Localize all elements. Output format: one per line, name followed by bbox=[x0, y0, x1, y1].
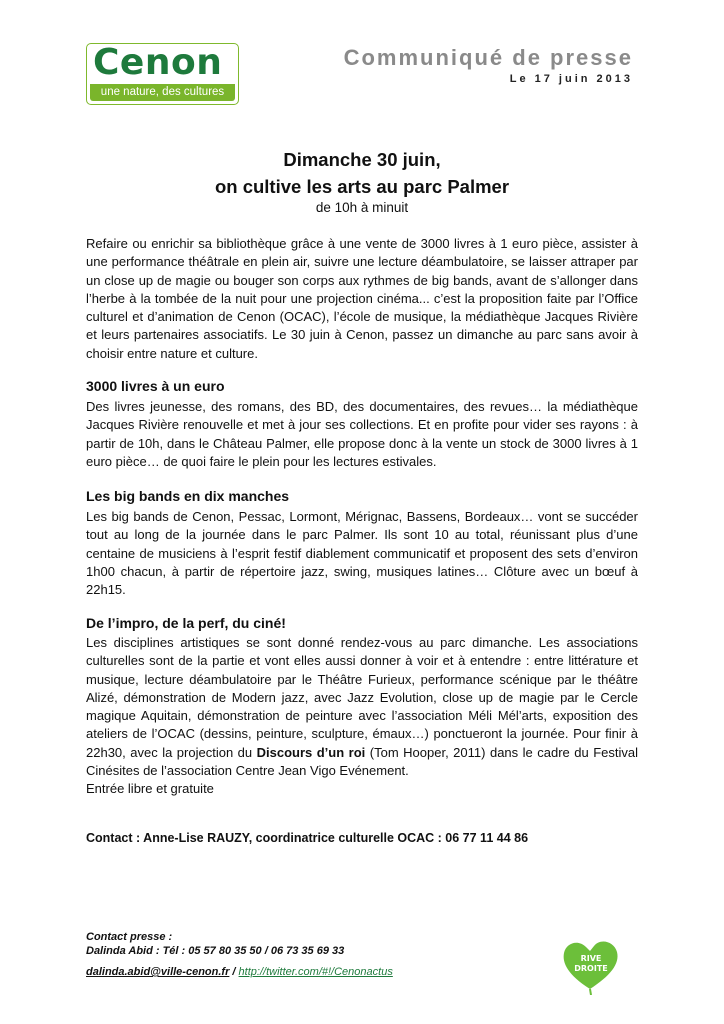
press-contact-phone: Dalinda Abid : Tél : 05 57 80 35 50 / 06 73 35 69 33 bbox=[86, 945, 345, 957]
twitter-link[interactable]: http://twitter.com/#!/Cenonactus bbox=[238, 966, 393, 978]
intro-paragraph bbox=[86, 235, 638, 363]
logo-wordmark: Cenon bbox=[93, 42, 223, 83]
intro-text: Refaire ou enrichir sa bibliothèque grâce à une vente de 3000 livres à 1 euro pièce, assister à une performance théâtrale en plein air, suivre une lecture déambulatoire, se laisser attraper par un close up de magie ou bouger son corps aux rythmes de big bands, avant de s’allonger dans l’herbe à la tombée de la nuit pour une projection cinéma... c’est la proposition faite par l’Office culturel et d’animation de Cenon (OCAC), l’école de musique, la médiathèque Jacques Rivière et leurs partenaires associatifs. Le 30 juin à Cenon, passez un dimanche au parc sans avoir à choisir entre nature et culture. bbox=[86, 236, 638, 361]
badge-line2: DROITE bbox=[574, 964, 608, 973]
section-title-bigbands: Les big bands en dix manches bbox=[86, 488, 290, 504]
press-contact-links bbox=[86, 966, 393, 978]
impro-text-a: Les disciplines artistiques se sont donné rendez-vous au parc dimanche. Les associations culturelles sont de la partie et vont elles aussi donner à voir et à entendre : entre littérature et musique, lecture déambulatoire par le Théâtre Furieux, performance scénique par le théâtre Alizé, démonstration de Modern jazz, avec Jazz Evolution, close up de magie par le Cercle magique Aquitain, démonstration de peinture avec l’association Méli Mél’arts, exposition des ateliers de l’OCAC (dessins, peinture, sculpture, émaux…) ponctueront la journée. Pour finir à 22h30, avec la projection du bbox=[86, 635, 638, 760]
logo-tagline: une nature, des cultures bbox=[90, 84, 235, 101]
entry-note: Entrée libre et gratuite bbox=[86, 781, 214, 797]
cenon-logo bbox=[86, 43, 239, 105]
film-title: Discours d’un roi bbox=[256, 744, 366, 760]
rive-droite-heart-logo bbox=[560, 933, 620, 995]
section-text-books: Des livres jeunesse, des romans, des BD, des documentaires, des revues… la médiathèque Jacques Rivière renouvelle et met à jour ses collections. Et en profite pour vider ses rayons : à partir de 10h, dans le Château Palmer, elle propose donc à la vente un stock de 3000 livres à 1 euro pièce… de quoi faire le plein pour les lectures estivales. bbox=[86, 399, 638, 469]
press-contact-label: Contact presse : bbox=[86, 931, 173, 943]
section-text-bigbands: Les big bands de Cenon, Pessac, Lormont, Mérignac, Bassens, Bordeaux… vont se succéder tout au long de la journée dans le parc Palmer. Ils sont 10 au total, réunissant plus d’une centaine de musiciens à l’esprit festif diablement communicatif et proposent des sets d’environ 1h00 chacun, à partir de répertoire jazz, swing, musiques latines… Clôture avec un bœuf à 22h15. bbox=[86, 509, 638, 598]
headline-line1: Dimanche 30 juin, bbox=[283, 149, 441, 170]
badge-line1: RIVE bbox=[580, 954, 602, 963]
press-release-title: Communiqué de presse bbox=[343, 45, 633, 70]
section-title-impro: De l’impro, de la perf, du ciné! bbox=[86, 615, 286, 631]
headline-subtitle: de 10h à minuit bbox=[315, 200, 409, 215]
section-body-books bbox=[86, 398, 638, 471]
section-title-books: 3000 livres à un euro bbox=[86, 378, 225, 394]
press-release-date: Le 17 juin 2013 bbox=[509, 73, 633, 85]
email-link[interactable]: dalinda.abid@ville-cenon.fr bbox=[86, 966, 230, 978]
link-separator: / bbox=[229, 966, 239, 978]
section-body-impro bbox=[86, 634, 638, 799]
headline-line2: on cultive les arts au parc Palmer bbox=[214, 176, 510, 197]
impro-text-b: (Tom Hooper, 2011) dans le cadre du Festival Cinésites de l’association Centre Jean Vigo Evénement. bbox=[86, 744, 638, 779]
contact-line: Contact : Anne-Lise RAUZY, coordinatrice culturelle OCAC : 06 77 11 44 86 bbox=[86, 831, 529, 845]
section-text-impro bbox=[86, 634, 638, 780]
section-body-bigbands bbox=[86, 508, 638, 599]
